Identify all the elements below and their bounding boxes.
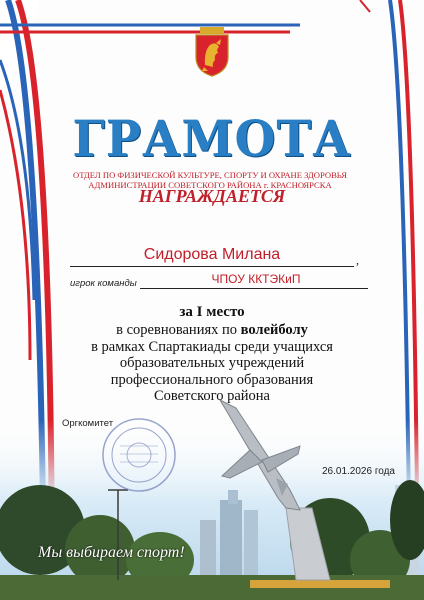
team-name: ЧПОУ ККТЭКиП <box>211 272 301 286</box>
recipient-name: Сидорова Милана <box>143 246 281 263</box>
official-stamp-image <box>100 416 178 494</box>
description-line-3: образовательных учреждений <box>119 355 305 371</box>
slogan-text: Мы выбираем спорт! <box>38 544 185 561</box>
sport-name: волейболу <box>240 322 308 338</box>
description-line-1: в соревнованиях по волейболу <box>116 322 308 338</box>
team-underline <box>140 288 368 289</box>
monument-scene-image <box>0 380 424 600</box>
awarded-heading: НАГРАЖДАЕТСЯ <box>138 186 286 206</box>
name-underline <box>70 266 354 267</box>
krasnoyarsk-coat-of-arms-icon <box>194 27 230 77</box>
award-description <box>80 322 344 405</box>
organizing-committee-label: Оргкомитет <box>62 418 114 429</box>
description-line-5: Советского района <box>154 388 270 404</box>
issuer-line-2: АДМИНИСТРАЦИИ СОВЕТСКОГО РАЙОНА г. КРАСНОЯРСКА <box>88 180 332 190</box>
description-line-4: профессионального образования <box>110 371 314 388</box>
certificate-title: ГРАМОТА <box>72 110 352 169</box>
award-date: 26.01.2026 года <box>322 466 395 477</box>
description-line-2: в рамках Спартакиады среди учащихся <box>91 338 333 355</box>
team-label: игрок команды <box>70 278 137 289</box>
name-comma: , <box>356 253 359 267</box>
issuer-line-1: ОТДЕЛ ПО ФИЗИЧЕСКОЙ КУЛЬТУРЕ, СПОРТУ И ОХРАНЕ ЗДОРОВЬЯ <box>72 170 348 180</box>
place-text: за I место <box>179 304 245 320</box>
